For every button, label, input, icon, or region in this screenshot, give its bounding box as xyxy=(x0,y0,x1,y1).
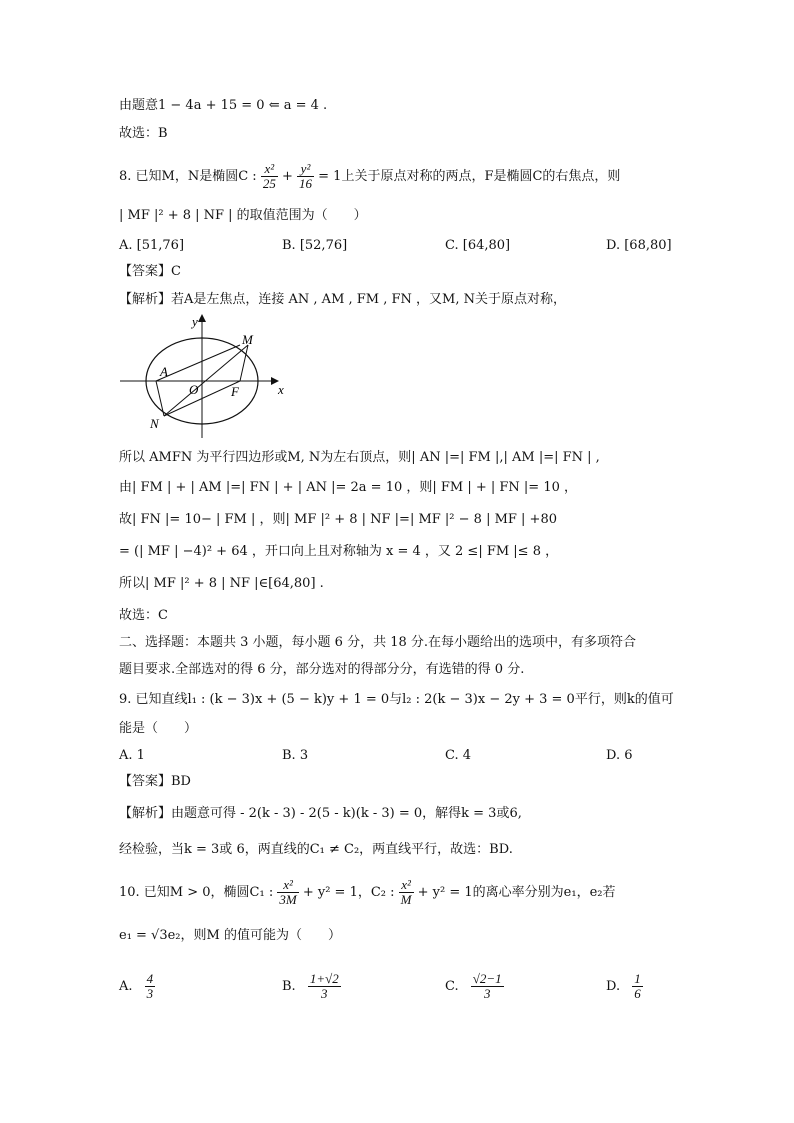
q9-analysis-2: 经检验，当k = 3或 6，两直线的C₁ ≠ C₂，两直线平行，故选：BD. xyxy=(119,842,513,857)
solution-line: 由题意1 − 4a + 15 = 0 ⇐ a = 4 . xyxy=(119,98,328,113)
q8-frac2: $\frac{\text{y²}}{16}$ xyxy=(299,161,313,191)
q8-choice: 故选：C xyxy=(119,608,168,623)
q10-option-d: D. $\frac{1}{6}$ xyxy=(606,971,641,1001)
q10-option-c: C. $\frac{√2-1}{3}$ xyxy=(445,971,502,1001)
q8-option-b: B. [52,76] xyxy=(282,238,348,253)
choice-line: 故选：B xyxy=(119,126,168,141)
section-header-line1: 二、选择题：本题共 3 小题，每小题 6 分，共 18 分.在每小题给出的选项中，有多项符合 xyxy=(119,635,637,650)
q9-stem-line2: 能是（ ） xyxy=(119,721,198,736)
label-y: y xyxy=(192,314,198,329)
q8-step5: 所以| MF |² + 8 | NF |∈[64,80] . xyxy=(119,576,324,591)
q8-step1: 所以 AMFN 为平行四边形或M, N为左右顶点，则| AN |=| FM |,| AM |=| FN | , xyxy=(119,450,600,465)
label-f: F xyxy=(231,384,239,399)
q10-frac2: $\frac{\text{x²}}{M}$ xyxy=(400,877,412,907)
q8-stem-line2: | MF |² + 8 | NF | 的取值范围为（ ） xyxy=(119,208,367,223)
q8-analysis: 【解析】若A是左焦点，连接 AN , AM , FM , FN ，又M, N关于原点对称， xyxy=(119,292,566,307)
section-header-line2: 题目要求.全部选对的得 6 分，部分选对的得部分分，有选错的得 0 分. xyxy=(119,662,525,677)
q8-answer: 【答案】C xyxy=(119,264,181,279)
q9-option-c: C. 4 xyxy=(445,748,472,763)
q8-step2: 由| FM | + | AM |=| FN | + | AN |= 2a = 10 ，则| FM | + | FN |= 10 ， xyxy=(119,480,578,495)
label-n: N xyxy=(150,416,159,431)
q10-option-b: B. $\frac{1+√2}{3}$ xyxy=(282,971,339,1001)
q8-option-c: C. [64,80] xyxy=(445,238,511,253)
q8-stem-text-b: = 1上关于原点对称的两点，F是椭圆C的右焦点，则 xyxy=(318,169,621,184)
q9-answer: 【答案】BD xyxy=(119,774,191,789)
q9-option-b: B. 3 xyxy=(282,748,309,763)
q9-option-a: A. 1 xyxy=(119,748,145,763)
q8-frac1: $\frac{\text{x²}}{25}$ xyxy=(262,161,276,191)
q8-option-d: D. [68,80] xyxy=(606,238,672,253)
q9-stem: 9. 已知直线l₁ : (k − 3)x + (5 − k)y + 1 = 0与l₂ : 2(k − 3)x − 2y + 3 = 0平行，则k的值可 xyxy=(119,692,674,707)
q10-frac1: $\frac{\text{x²}}{3M}$ xyxy=(279,877,297,907)
q8-stem: 8. 已知M，N是椭圆C : $\frac{\text{x²}}{25}$ + $\frac{\text{y²}}{16}$ = 1上关于原点对称的两点，F是椭圆C的右焦点，则 xyxy=(119,161,621,191)
q9-analysis-1: 【解析】由题意可得 - 2(k - 3) - 2(5 - k)(k - 3) = 0，解得k = 3或6, xyxy=(119,806,522,821)
q8-option-a: A. [51,76] xyxy=(119,238,185,253)
q10-stem-line2: e₁ = √3e₂，则M 的值可能为（ ） xyxy=(119,928,341,943)
ellipse-figure xyxy=(118,310,288,440)
label-o: O xyxy=(189,382,199,397)
label-a: A xyxy=(160,364,168,379)
q8-step3: 故| FN |= 10− | FM | ，则| MF |² + 8 | NF |=| MF |² − 8 | MF | +80 xyxy=(119,512,557,527)
q9-option-d: D. 6 xyxy=(606,748,633,763)
q10-option-a: A. $\frac{4}{3}$ xyxy=(119,971,154,1001)
q10-stem: 10. 已知M > 0，椭圆C₁ : $\frac{\text{x²}}{3M}$ + y² = 1，C₂ : $\frac{\text{x²}}{M}$ + y² = 1的离心率分别为e₁，e₂若 xyxy=(119,877,616,907)
label-m: M xyxy=(242,332,253,347)
q8-stem-text: 8. 已知M，N是椭圆C : xyxy=(119,169,257,184)
label-x: x xyxy=(278,382,284,397)
q8-step4: = (| MF | −4)² + 64 ，开口向上且对称轴为 x = 4 ，又 2 ≤| FM |≤ 8 ， xyxy=(119,544,559,559)
